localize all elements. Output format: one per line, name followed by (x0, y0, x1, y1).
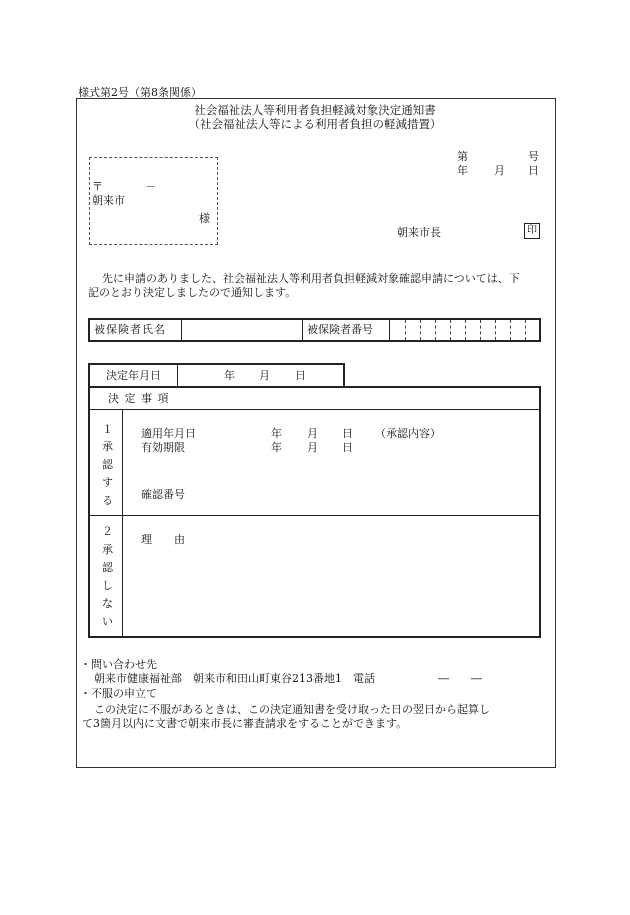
contact-line: 朝来市健康福祉部 朝来市和田山町東谷213番地1 電話 (94, 672, 375, 685)
objection-heading: ・不服の申立て (80, 687, 157, 700)
approve-char-3: す (102, 476, 113, 489)
decision-date-label: 決定年月日 (106, 369, 161, 382)
confirmation-number-label: 確認番号 (141, 488, 185, 501)
approval-content-label: （承認内容） (375, 427, 441, 440)
apply-day: 日 (342, 427, 353, 440)
issuer-name: 朝来市長 (397, 226, 441, 239)
approve-char-4: る (102, 494, 113, 507)
intro-text-line2: 記のとおり決定しましたので通知します。 (88, 286, 297, 299)
approve-char-2: 認 (102, 458, 113, 471)
apply-year: 年 (271, 427, 282, 440)
recipient-city: 朝来市 (92, 194, 125, 207)
apply-month: 月 (307, 427, 318, 440)
deny-char-5: い (102, 615, 113, 628)
issue-day: 日 (528, 164, 539, 177)
valid-day: 日 (342, 441, 353, 454)
deny-number: ２ (102, 525, 113, 538)
valid-month: 月 (307, 441, 318, 454)
intro-text-line1: 先に申請のありました、社会福祉法人等利用者負担軽減対象確認申請については、下 (102, 272, 520, 285)
apply-date-label: 適用年月日 (141, 427, 196, 440)
contact-heading: ・問い合わせ先 (80, 658, 157, 671)
seal-mark: 印 (524, 223, 540, 239)
contact-phone-dashes: ― ― (438, 672, 482, 685)
decision-day: 日 (295, 369, 306, 382)
issue-month: 月 (494, 164, 505, 177)
deny-char-1: 承 (102, 543, 113, 556)
issue-year: 年 (457, 164, 468, 177)
decision-month: 月 (259, 369, 270, 382)
number-prefix: 第 (457, 150, 468, 163)
number-suffix: 号 (528, 150, 539, 163)
insured-name-label: 被保険者氏名 (94, 323, 166, 336)
approve-char-1: 承 (102, 440, 113, 453)
decision-matters-header: 決 定 事 項 (108, 392, 170, 405)
postal-mark: 〒 (92, 180, 103, 193)
valid-year: 年 (271, 441, 282, 454)
reason-label: 理 由 (141, 533, 185, 546)
form-number-label: 様式第2号（第8条関係） (78, 86, 202, 99)
objection-line1: この決定に不服があるときは、この決定通知書を受け取った日の翌日から起算し (94, 703, 490, 716)
decision-matters-table (88, 386, 541, 638)
deny-char-3: し (102, 579, 113, 592)
postal-dash: － (145, 180, 156, 193)
decision-year: 年 (224, 369, 235, 382)
insured-number-label: 被保険者番号 (307, 323, 373, 336)
valid-period-label: 有効期限 (141, 441, 185, 454)
deny-char-2: 認 (102, 561, 113, 574)
document-title: 社会福祉法人等利用者負担軽減対象決定通知書 (194, 103, 436, 117)
approve-number: １ (102, 423, 113, 436)
document-subtitle: （社会福祉法人等による利用者負担の軽減措置） (188, 117, 442, 131)
objection-line2: て3箇月以内に文書で朝来市長に審査請求をすることができます。 (82, 717, 408, 730)
deny-char-4: な (102, 597, 113, 610)
recipient-honorific: 様 (199, 212, 210, 225)
